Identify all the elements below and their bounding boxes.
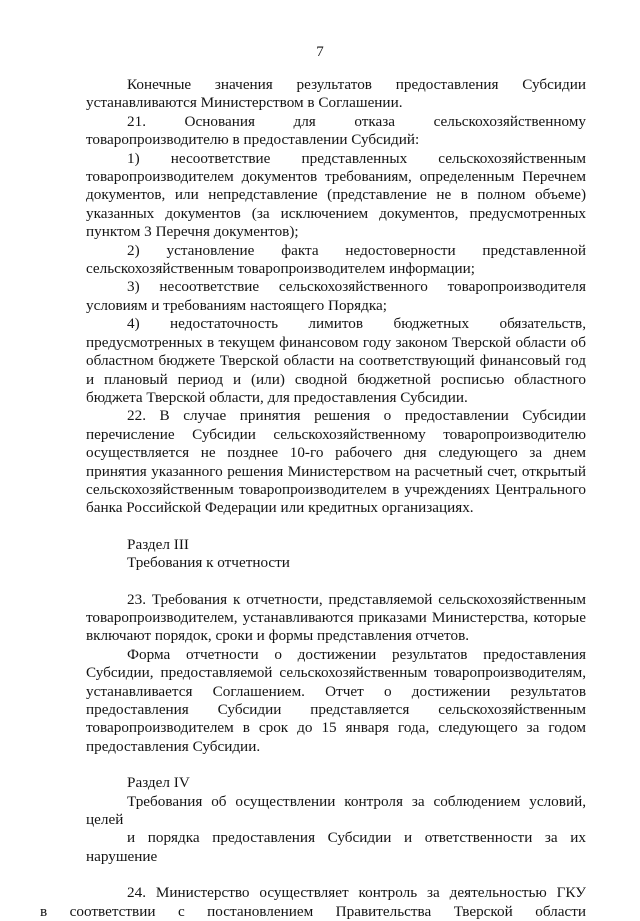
paragraph-final-values: Конечные значения результатов предоставления Субсидии устанавливаются Министерством в Соглашении. [86, 76, 586, 112]
paragraph-23: 23. Требования к отчетности, представляемой сельскохозяйственным товаропроизводителем, устанавливаются приказами Министерства, которые включают порядок, сроки и формы представления отчетов. [86, 590, 586, 645]
paragraph-22: 22. В случае принятия решения о предоставлении Субсидии перечисление Субсидии сельскохозяйственному товаропроизводителю осуществляется не позднее 10-го рабочего дня следующего за днем принятия указанного решения Министерством на расчетный счет, открытый сельскохозяйственным товаропроизводителем в учреждениях Центрального банка Российской Федерации или кредитных организациях. [86, 407, 586, 517]
section-3-title: Раздел III [127, 535, 189, 553]
paragraph-24-line1: 24. Министерство осуществляет контроль за деятельностью ГКУ [127, 884, 586, 902]
paragraph-24-line2: в соответствии с постановлением Правительства Тверской области [40, 902, 586, 920]
paragraph-21: 21. Основания для отказа сельскохозяйственному товаропроизводителю в предоставлении Субсидий: [86, 112, 586, 149]
section-4-title: Раздел IV [127, 774, 190, 792]
paragraph-21-item-1: 1) несоответствие представленных сельскохозяйственным товаропроизводителем документов требованиям, определенным Перечнем документов, или непредставление (представление не в полном объеме) указанных документов (за исключением документов, предусмотренных пунктом 3 Перечня документов); [86, 149, 586, 241]
paragraph-21-item-4: 4) недостаточность лимитов бюджетных обязательств, предусмотренных в текущем финансовом году законом Тверской области об областном бюджете Тверской области на соответствующий финансовый год и плановый период и (или) сводной бюджетной росписью областного бюджета Тверской области, для предоставления Субсидии. [86, 315, 586, 406]
document-body [40, 76, 586, 921]
page-number: 7 [316, 44, 324, 60]
paragraph-report-form: Форма отчетности о достижении результатов предоставления Субсидии, предоставляемой сельскохозяйственным товаропроизводителям, устанавливается Соглашением. Отчет о достижении результатов предоставления Субсидии представляется сельскохозяйственным товаропроизводителем в срок до 15 января года, следующего за годом предоставления Субсидии. [86, 645, 586, 755]
paragraph-21-item-3: 3) несоответствие сельскохозяйственного товаропроизводителя условиям и требованиям настоящего Порядка; [86, 278, 586, 314]
section-4-subtitle-line2: и порядка предоставления Субсидии и ответственности за их нарушение [86, 829, 586, 865]
section-3-subtitle: Требования к отчетности [127, 554, 290, 572]
paragraph-21-item-2: 2) установление факта недостоверности представленной сельскохозяйственным товаропроизводителем информации; [86, 241, 586, 278]
section-4-subtitle-line1: Требования об осуществлении контроля за соблюдением условий, целей [86, 792, 586, 829]
